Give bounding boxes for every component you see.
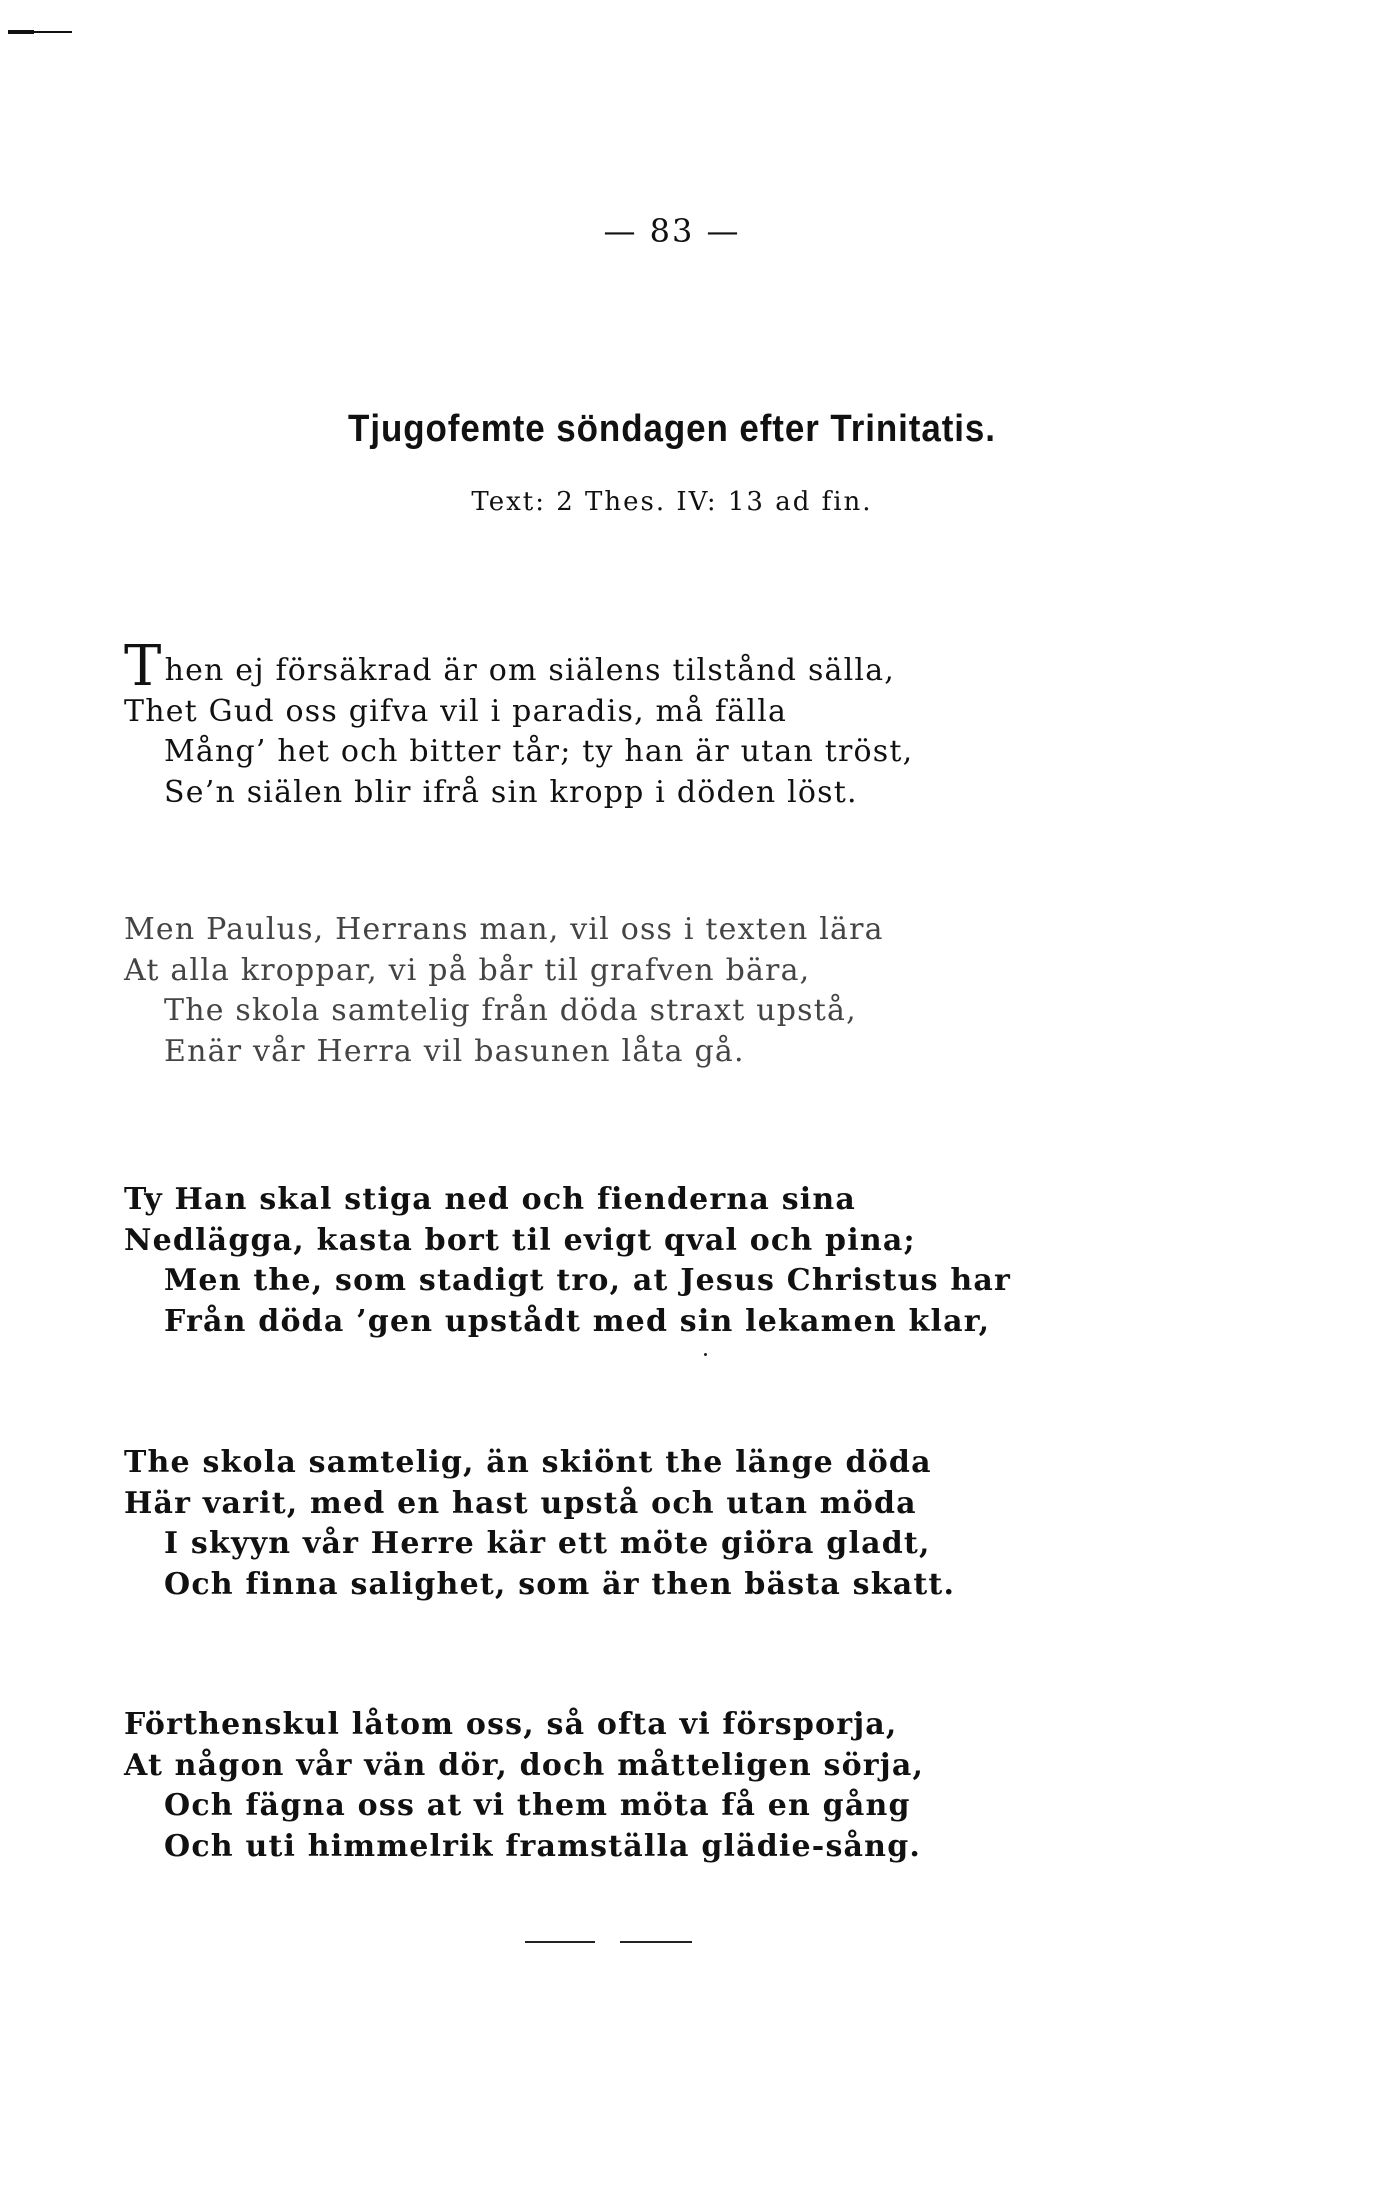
stanza-line: Här varit, med en hast upstå och utan möda	[124, 1485, 917, 1521]
corner-mark	[8, 30, 72, 34]
stanza-line: I skyyn vår Herre kär ett möte giöra gladt,	[164, 1526, 931, 1561]
stanza-line: Se’n siälen blir ifrå sin kropp i döden löst.	[164, 774, 858, 810]
stanza-line: The skola samtelig, än skiönt the länge döda	[124, 1445, 932, 1480]
end-rule-right	[620, 1941, 692, 1943]
stanza-1	[124, 634, 914, 813]
ink-speck	[704, 1353, 707, 1356]
stanza-line: Och finna salighet, som är then bästa skatt.	[164, 1566, 956, 1602]
stanza-line: Från döda ’gen upstådt med sin lekamen klar,	[164, 1303, 991, 1339]
stanza-5	[124, 1705, 924, 1867]
drop-cap-initial: T	[124, 634, 163, 699]
page-number: — 83 —	[603, 212, 741, 250]
stanza-line: Mång’ het och bitter tår; ty han är utan tröst,	[164, 734, 914, 769]
stanza-line: Och fägna oss at vi them möta få en gång	[164, 1788, 911, 1823]
scripture-reference: Text: 2 Thes. IV: 13 ad fin.	[471, 487, 873, 517]
hymn-title: Tjugofemte söndagen efter Trinitatis.	[348, 408, 996, 450]
stanza-line	[124, 634, 913, 699]
stanza-line: The skola samtelig från döda straxt upstå,	[164, 993, 857, 1028]
stanza-line: Och uti himmelrik framställa glädie-sång.	[164, 1828, 922, 1864]
stanza-line: Thet Gud oss gifva vil i paradis, må fälla	[124, 693, 788, 729]
stanza-4	[124, 1443, 955, 1605]
stanza-line: Men Paulus, Herrans man, vil oss i texten lära	[124, 912, 884, 947]
stanza-line: Enär vår Herra vil basunen låta gå.	[164, 1033, 745, 1069]
stanza-line: Ty Han skal stiga ned och fienderna sina	[124, 1182, 857, 1217]
stanza-2	[124, 910, 884, 1072]
stanza-line: Förthenskul låtom oss, så ofta vi försporja,	[124, 1707, 898, 1742]
end-rule-left	[525, 1941, 595, 1943]
stanza-line: At någon vår vän dör, doch måtteligen sörja,	[124, 1747, 925, 1783]
stanza-line: Nedlägga, kasta bort til evigt qval och pina;	[124, 1222, 916, 1258]
stanza-line: At alla kroppar, vi på bår til grafven bära,	[124, 952, 811, 988]
stanza-3	[124, 1180, 1011, 1342]
stanza-line-rest: hen ej försäkrad är om siälens tilstånd sälla,	[164, 653, 896, 688]
stanza-line: Men the, som stadigt tro, at Jesus Christus har	[164, 1263, 1011, 1298]
